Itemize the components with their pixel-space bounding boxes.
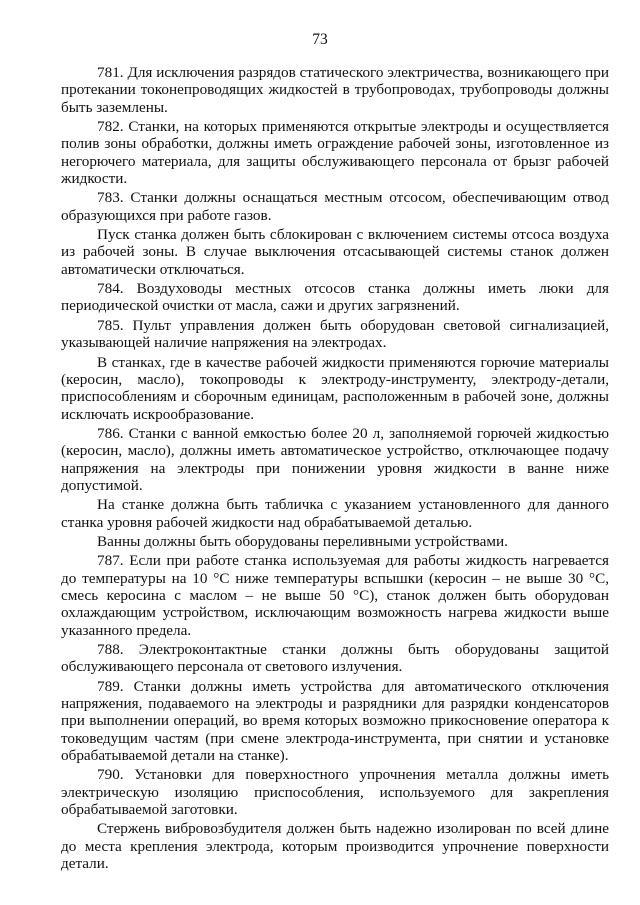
paragraph-783-start-interlock: Пуск станка должен быть сблокирован с включением системы отсоса воздуха из рабочей зоны. В случае выключения отсасывающей системы станок должен автоматически отключаться. <box>61 226 609 278</box>
paragraph-785: 785. Пульт управления должен быть оборудован световой сигнализацией, указывающей наличие напряжения на электродах. <box>61 316 609 352</box>
paragraph-788: 788. Электроконтактные станки должны быть оборудованы защитой обслуживающего персонала от светового излучения. <box>61 641 609 676</box>
paragraph-790-vibrator-rod: Стержень вибровозбудителя должен быть надежно изолирован по всей длине до места крепления электрода, которым производится упрочнение поверхности детали. <box>61 820 609 873</box>
paragraph-786-overflow: Ванны должны быть оборудованы переливными устройствами. <box>97 532 508 550</box>
paragraph-786: 786. Станки с ванной емкостью более 20 л, заполняемой горючей жидкостью (керосин, масло), должны иметь автоматическое устройство, отключающее подачу напряжения на электроды при понижении уровня жидкости в ванне ниже допустимой. <box>61 424 609 494</box>
document-body <box>61 64 609 872</box>
paragraph-785-flammable-liquids: В станках, где в качестве рабочей жидкости применяются горючие материалы (керосин, масло), токопроводы к электроду-инструменту, электроду-детали, приспособлениям и сборочным единицам, расположенным в рабочей зоне, должны исключать искрообразование. <box>61 353 609 423</box>
paragraph-782: 782. Станки, на которых применяются открытые электроды и осуществляется полив зоны обработки, должны иметь ограждение рабочей зоны, изготовленное из негорючего материала, для защиты обслуживающего персонала от брызг рабочей жидкости. <box>61 118 609 188</box>
paragraph-789: 789. Станки должны иметь устройства для автоматического отключения напряжения, подаваемого на электроды и разрядники для разрядки конденсаторов при выполнении операций, во время которых возможно прикосновение оператора к токоведущим частям (при смене электрода-инструмента, при снятии и установке обрабатываемой детали на станке). <box>61 677 609 765</box>
paragraph-783: 783. Станки должны оснащаться местным отсосом, обеспечивающим отвод образующихся при работе газов. <box>61 189 609 224</box>
paragraph-787: 787. Если при работе станка используемая для работы жидкость нагревается до температуры на 10 °С ниже температуры вспышки (керосин – не выше 30 °С, смесь керосина с маслом – не выше 50 °С), станок должен быть оборудован охлаждающим устройством, исключающим возможность нагрева жидкости выше указанного предела. <box>61 552 609 639</box>
page-number: 73 <box>312 31 328 48</box>
paragraph-790: 790. Установки для поверхностного упрочнения металла должны иметь электрическую изоляцию приспособления, используемого для закрепления обрабатываемой заготовки. <box>61 766 609 819</box>
paragraph-784: 784. Воздуховоды местных отсосов станка должны иметь люки для периодической очистки от масла, сажи и других загрязнений. <box>61 280 609 315</box>
paragraph-781: 781. Для исключения разрядов статического электричества, возникающего при протекании токонепроводящих жидкостей в трубопроводах, трубопроводы должны быть заземлены. <box>61 64 609 116</box>
paragraph-786-level-plate: На станке должна быть табличка с указанием установленного для данного станка уровня рабочей жидкости над обрабатываемой деталью. <box>61 496 609 531</box>
